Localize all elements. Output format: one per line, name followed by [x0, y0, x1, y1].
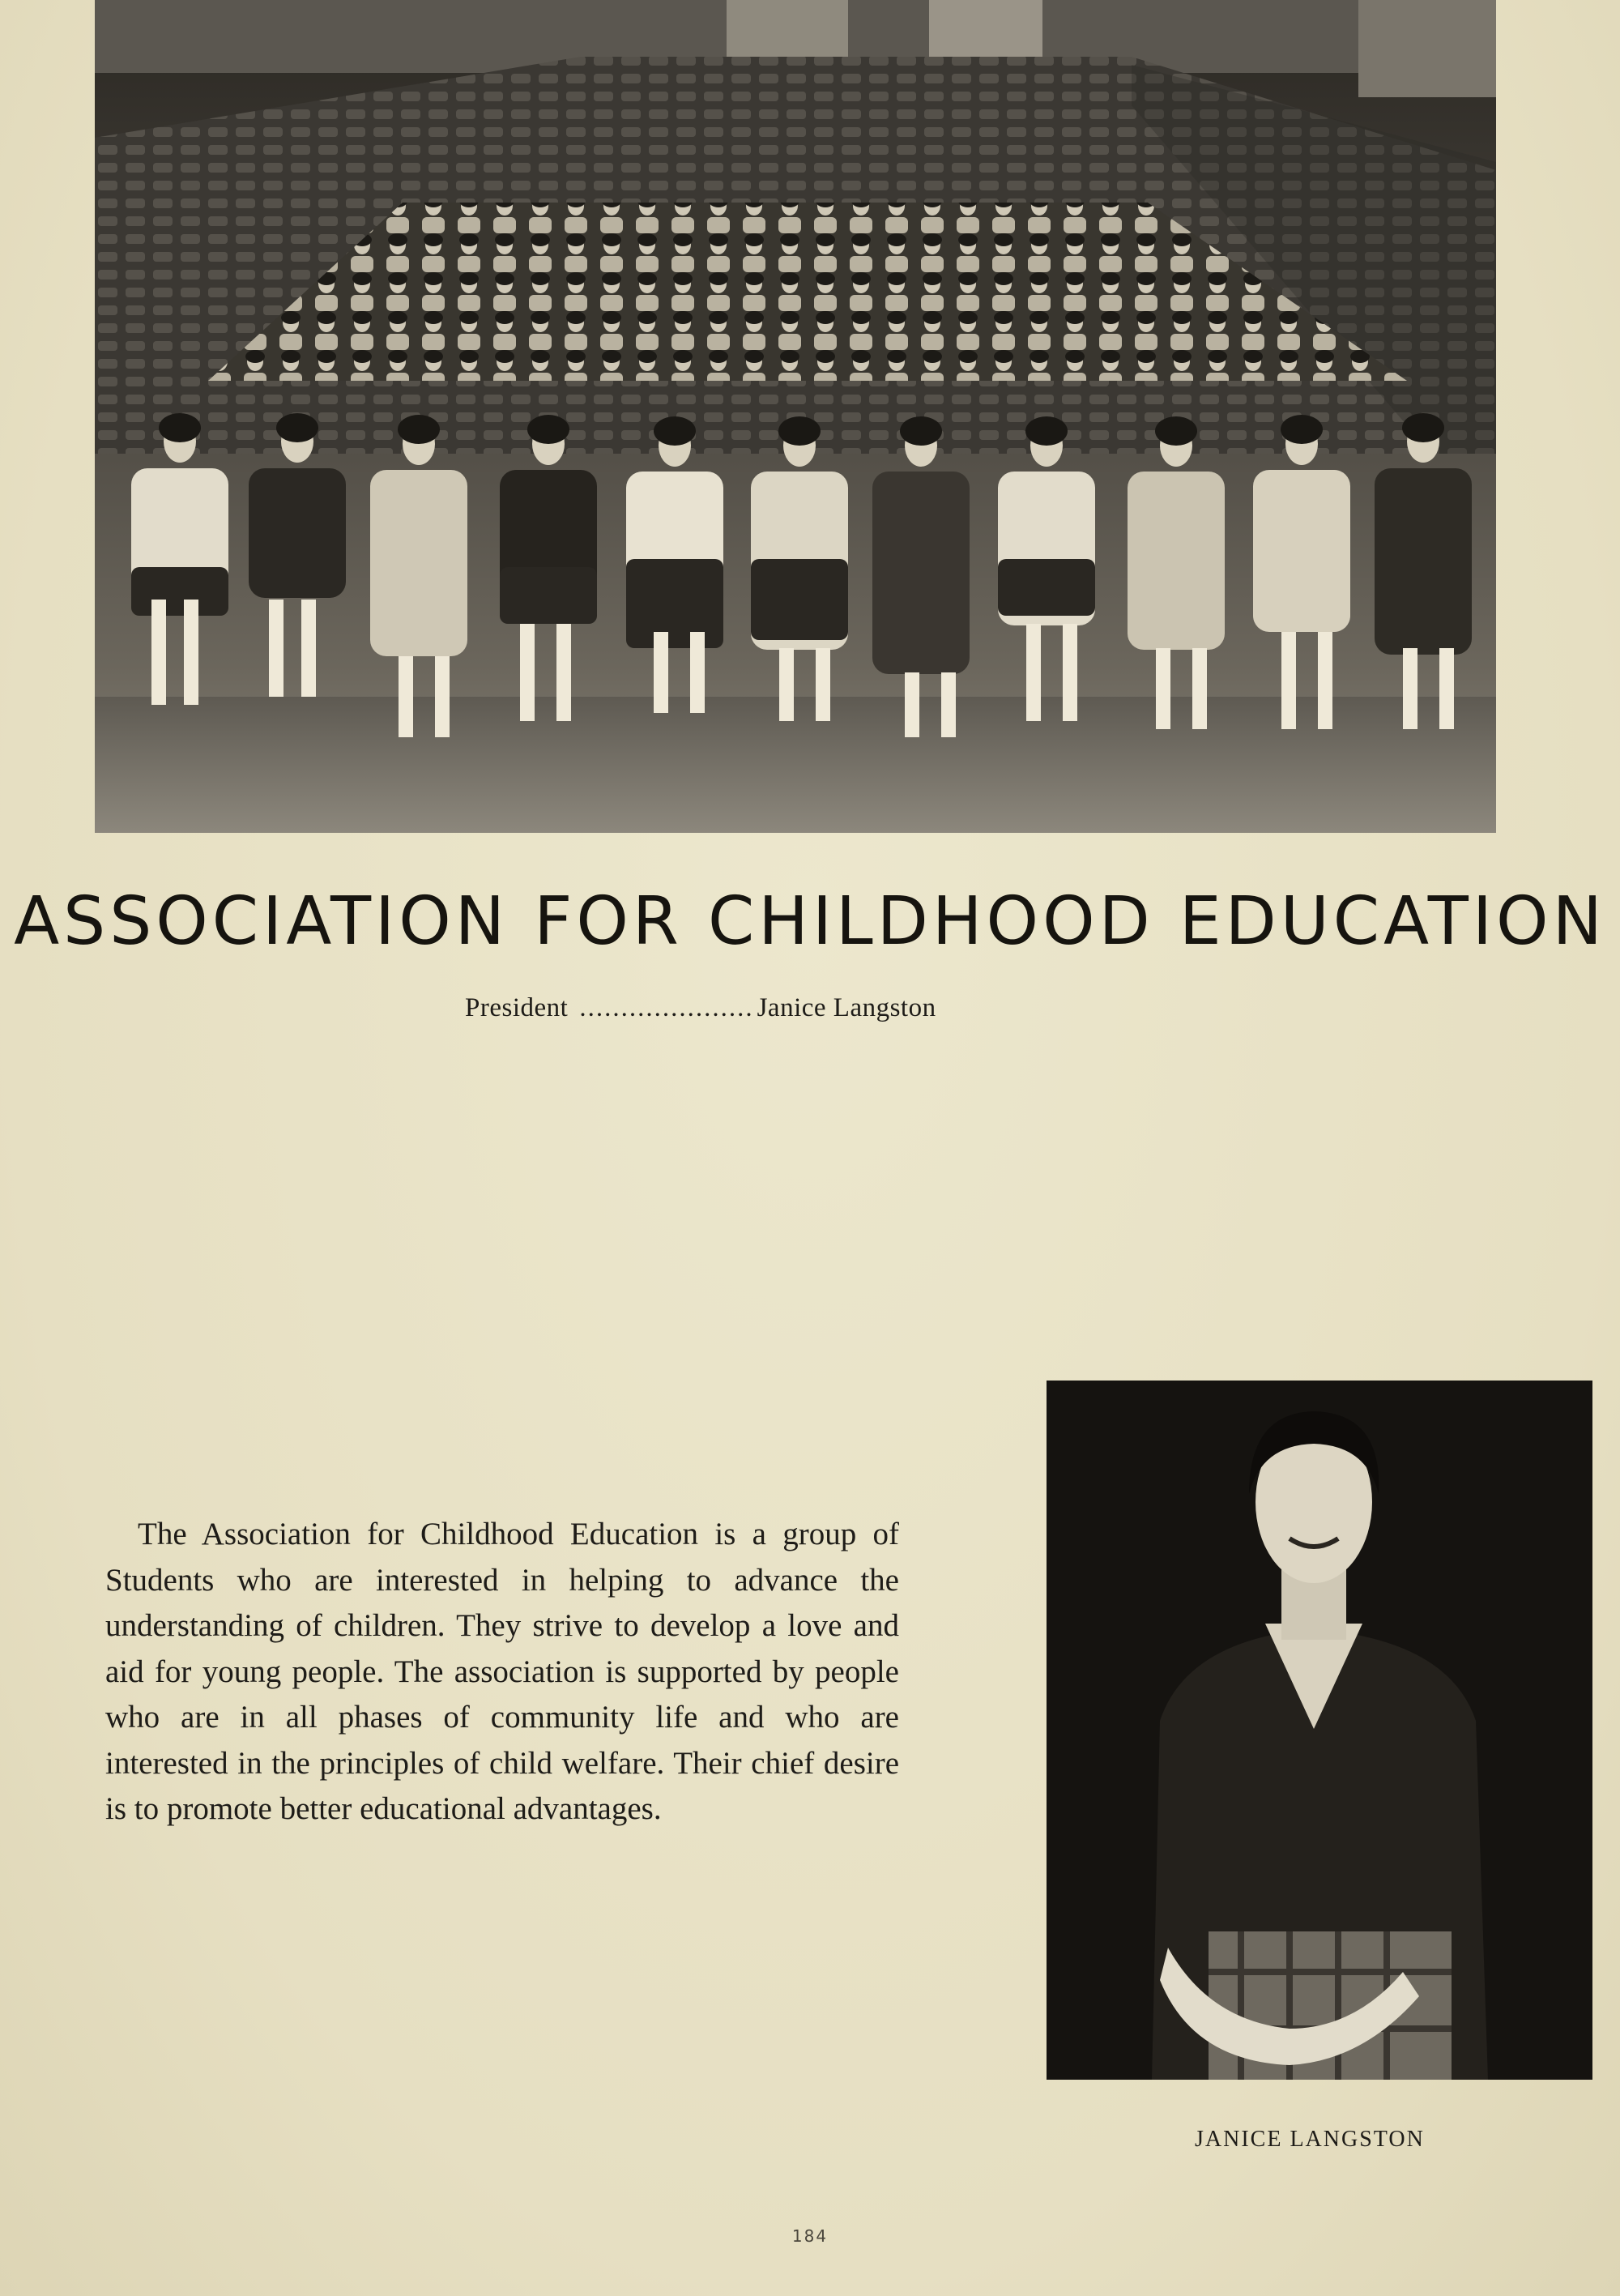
page-title: ASSOCIATION FOR CHILDHOOD EDUCATION: [14, 883, 1606, 960]
page-number: 184: [791, 2226, 829, 2246]
leader-dots: .....................: [579, 993, 754, 1022]
group-photo-image: [95, 0, 1496, 833]
officer-role: President: [465, 993, 569, 1022]
group-photo: [95, 0, 1496, 833]
officer-name: Janice Langston: [757, 993, 936, 1022]
portrait-caption: JANICE LANGSTON: [1195, 2127, 1425, 2152]
description-paragraph: The Association for Childhood Education is a group of Students who are interested in helping to advance the understanding of children. They strive to develop a love and aid for young people. The association is supported by people who are in all phases of community life and who are interested in the principles of child welfare. Their chief desire is to promote better educational advantages.: [105, 1517, 899, 1826]
portrait-image: [1047, 1381, 1592, 2080]
portrait-photo: [1047, 1381, 1592, 2080]
officer-line: [465, 993, 936, 1023]
